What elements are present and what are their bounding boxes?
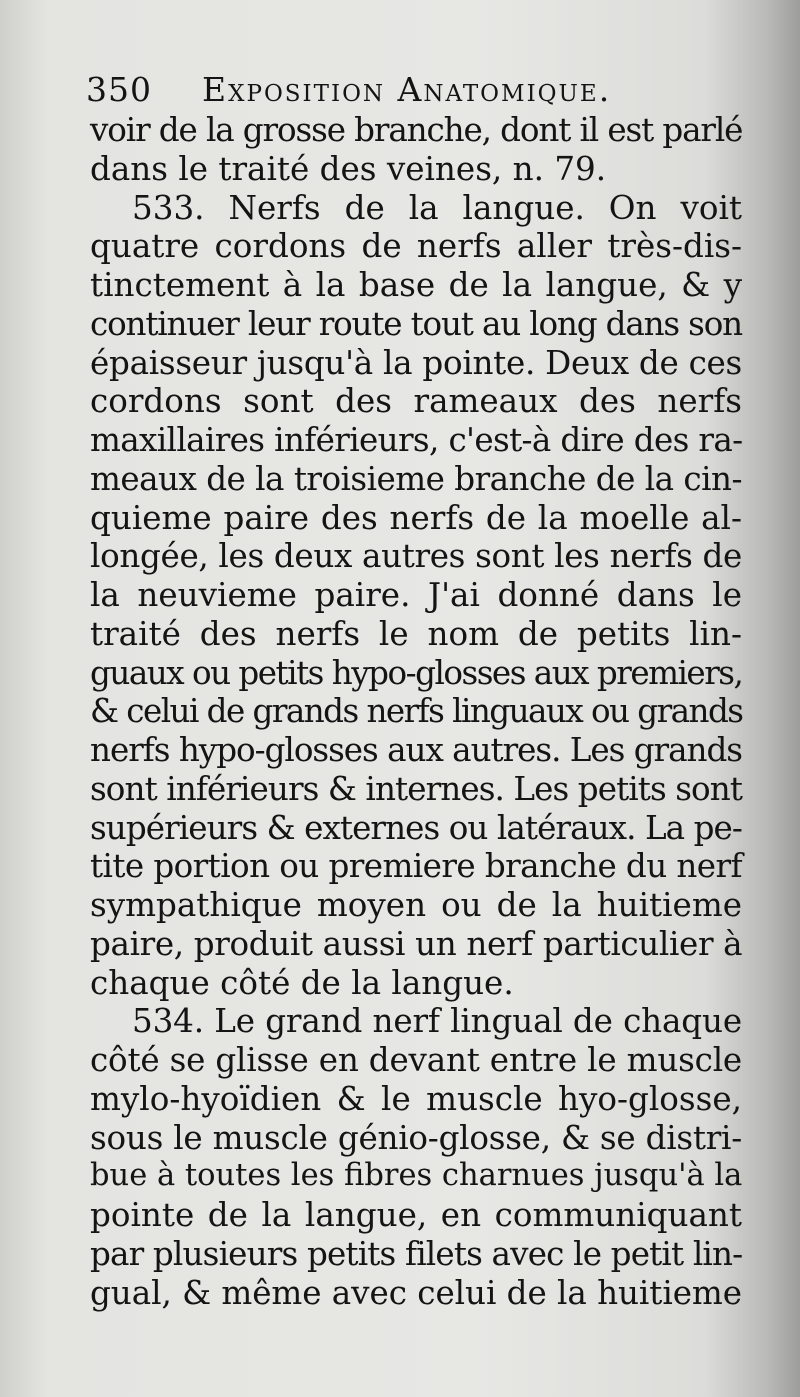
text-line: dans le traité des veines, n. 79. (90, 149, 607, 188)
text-line: par plusieurs petits filets avec le petit lin- (90, 1234, 743, 1273)
text-line: supérieurs & externes ou latéraux. La pe- (90, 808, 742, 847)
text-line: guaux ou petits hypo-glosses aux premiers, (90, 653, 743, 692)
text-line: continuer leur route tout au long dans son (90, 304, 742, 343)
text-line: sont inférieurs & internes. Les petits sont (90, 769, 742, 808)
text-line: quieme paire des nerfs de la moelle al- (90, 498, 742, 537)
text-line: maxillaires inférieurs, c'est-à dire des ra- (90, 421, 743, 459)
text-line: gual, & même avec celui de la huitieme (90, 1273, 742, 1312)
page-header (86, 68, 766, 112)
text-line: 533. Nerfs de la langue. On voit (132, 188, 742, 227)
text-line: paire, produit aussi un nerf particulier à (90, 924, 743, 963)
text-line: 534. Le grand nerf lingual de chaque (132, 1002, 742, 1041)
text-line: & celui de grands nerfs linguaux ou grands (90, 692, 743, 731)
text-line: sympathique moyen ou de la huitieme (90, 886, 742, 924)
text-line: tinctement à la base de la langue, & y (90, 266, 742, 304)
text-line: voir de la grosse branche, dont il est parlé (90, 111, 743, 149)
text-line: cordons sont des rameaux des nerfs (90, 382, 742, 421)
text-line: bue à toutes les fibres charnues jusqu'à la (90, 1158, 743, 1194)
text-line: longée, les deux autres sont les nerfs de (90, 537, 742, 576)
text-line: meaux de la troisieme branche de la cin- (90, 459, 742, 498)
text-line: traité des nerfs le nom de petits lin- (90, 614, 742, 653)
page-number: 350 (86, 70, 152, 109)
text-line: la neuvieme paire. J'ai donné dans le (90, 576, 742, 614)
text-line: pointe de la langue, en communiquant (90, 1196, 742, 1234)
text-line: chaque côté de la langue. (90, 963, 514, 1002)
text-line: quatre cordons de nerfs aller très-dis- (90, 227, 742, 266)
text-line: épaisseur jusqu'à la pointe. Deux de ces (90, 343, 742, 382)
text-line: mylo-hyoïdien & le muscle hyo-glosse, (90, 1079, 742, 1118)
running-title: Exposition Anatomique. (202, 70, 612, 109)
body-text (90, 111, 742, 1312)
text-line: nerfs hypo-glosses aux autres. Les grands (90, 731, 742, 769)
text-line: sous le muscle génio-glosse, & se distri- (90, 1118, 742, 1157)
text-line: tite portion ou premiere branche du nerf (90, 847, 742, 886)
text-line: côté se glisse en devant entre le muscle (90, 1041, 742, 1079)
